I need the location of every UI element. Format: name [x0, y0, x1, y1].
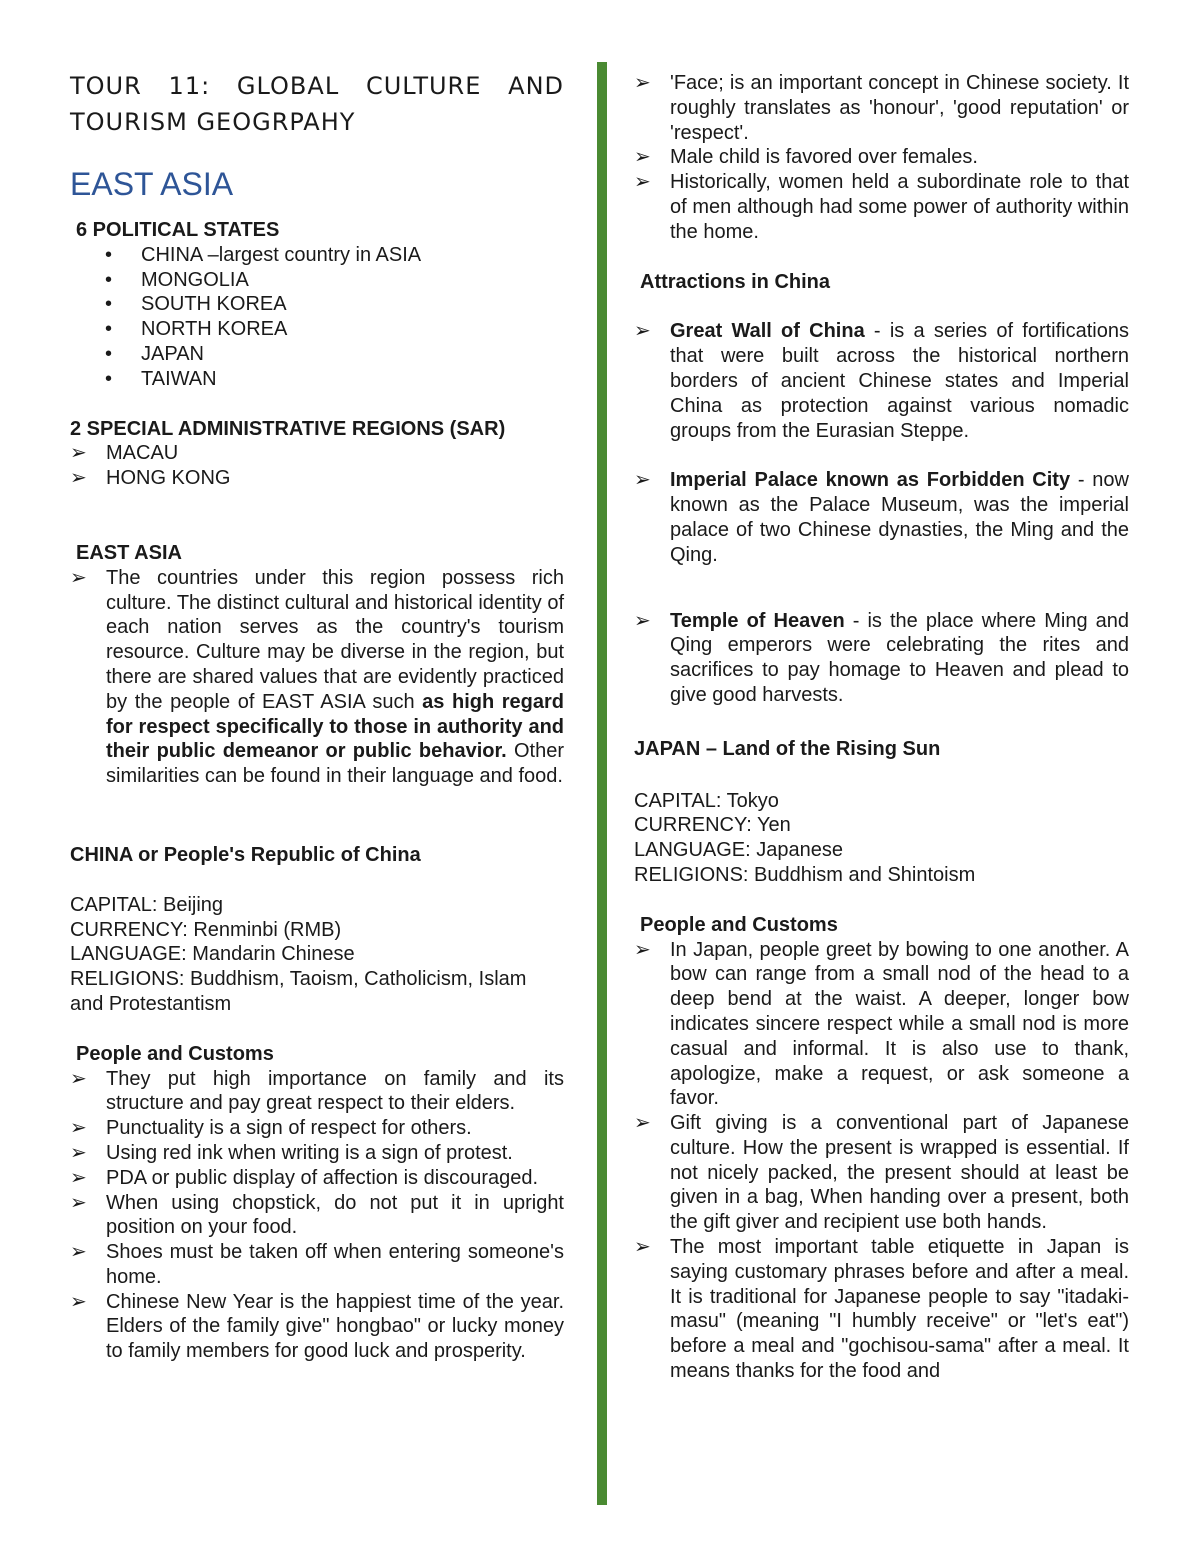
fact-religions: RELIGIONS: Buddhism and Shintoism [634, 863, 976, 886]
list-item: ➢ MACAU [70, 442, 179, 465]
title-line-2: TOURISM GEOGRPAHY [70, 108, 356, 136]
right-column [634, 0, 1129, 1384]
list-item: ➢ Shoes must be taken off when entering someone's home. [70, 1241, 564, 1288]
east-asia-heading: EAST ASIA [76, 541, 182, 564]
arrow-bullet-icon: ➢ [634, 1236, 651, 1259]
arrow-bullet-icon: ➢ [634, 146, 651, 169]
china-facts [70, 893, 564, 1017]
list-item: ➢ 'Face; is an important concept in Chinese society. It roughly translates as 'honour', 'good reputation' or 'respect'. [634, 72, 1129, 144]
bullet-icon: • [105, 268, 113, 291]
arrow-bullet-icon: ➢ [634, 72, 651, 94]
arrow-bullet-icon: ➢ [634, 171, 651, 194]
list-item: • CHINA –largest country in ASIA [105, 243, 422, 266]
arrow-bullet-icon: ➢ [70, 467, 87, 490]
arrow-bullet-icon: ➢ [70, 1141, 87, 1164]
list-item: • TAIWAN [105, 367, 217, 390]
bullet-icon: • [105, 367, 113, 390]
sar-list [70, 441, 564, 491]
fact-currency: CURRENCY: Renminbi (RMB) [70, 918, 342, 941]
list-item: ➢ PDA or public display of affection is discouraged. [70, 1166, 539, 1189]
sar-heading: 2 SPECIAL ADMINISTRATIVE REGIONS (SAR) [70, 417, 506, 440]
fact-language: LANGUAGE: Mandarin Chinese [70, 943, 355, 966]
arrow-bullet-icon: ➢ [70, 442, 87, 465]
left-column [70, 0, 564, 1364]
list-item: ➢ When using chopstick, do not put it in upright position on your food. [70, 1191, 564, 1239]
list-item: ➢ Male child is favored over females. [634, 146, 978, 169]
list-item: ➢ HONG KONG [70, 467, 231, 490]
attraction-forbidden-city: ➢ Imperial Palace known as Forbidden City - now known as the Palace Museum, was the imperial palace of two Chinese dynasties, the Ming and the Qing. [634, 469, 1129, 566]
arrow-bullet-icon: ➢ [634, 938, 651, 961]
bullet-icon: • [105, 243, 113, 266]
title-line-1: TOUR 11: GLOBAL CULTURE AND [70, 72, 564, 100]
arrow-bullet-icon: ➢ [634, 609, 651, 632]
attraction-great-wall: ➢ Great Wall of China - is a series of fortifications that were built across the historical northern borders of ancient Chinese states and Imperial China as protection against various nomadic groups from the Eurasian Steppe. [634, 320, 1129, 442]
attractions-heading: Attractions in China [640, 270, 831, 293]
list-item: ➢ The most important table etiquette in Japan is saying customary phrases before and after a meal. It is traditional for Japanese people to say "itadaki-masu" (meaning "I humbly receive" or "let's eat") before a meal and "gochisou-sama" after a meal. It means thanks for the food and [634, 1236, 1129, 1383]
list-item: • NORTH KOREA [105, 318, 288, 341]
japan-heading: JAPAN – Land of the Rising Sun [634, 737, 941, 760]
attraction-temple-of-heaven: ➢ Temple of Heaven - is the place where Ming and Qing emperors were celebrating the rites and sacrifices to pay homage to Heaven and plead to give good harvests. [634, 609, 1129, 706]
fact-language: LANGUAGE: Japanese [634, 839, 843, 862]
arrow-bullet-icon: ➢ [634, 320, 651, 343]
japan-facts [634, 789, 1129, 888]
arrow-bullet-icon: ➢ [634, 469, 651, 492]
list-item: ➢ Punctuality is a sign of respect for others. [70, 1117, 472, 1140]
bullet-icon: • [105, 318, 113, 341]
arrow-bullet-icon: ➢ [70, 1067, 87, 1090]
arrow-bullet-icon: ➢ [70, 1117, 87, 1140]
list-item: ➢ The countries under this region possess rich culture. The distinct cultural and historical identity of each nation serves as the country's tourism resource. Culture may be diverse in the region, but there are shared values that are evidently practiced by the people of EAST ASIA such as high regard for respect specifically to those in authority and their public demeanor or public behavior. Other similarities can be found in their language and food. [70, 566, 564, 788]
column-divider [597, 62, 607, 1505]
arrow-bullet-icon: ➢ [70, 1191, 87, 1214]
arrow-bullet-icon: ➢ [634, 1112, 651, 1135]
china-customs-continued [634, 71, 1129, 245]
list-item: ➢ Historically, women held a subordinate role to that of men although had some power of authority within the home. [634, 171, 1129, 243]
list-item: ➢ In Japan, people greet by bowing to one another. A bow can range from a small nod of the head to a deep bend at the waist. A deeper, longer bow indicates sincere respect while a small nod is more casual and informal. It is also use to thank, apologize, make a request, or ask someone a favor. [634, 938, 1129, 1110]
states-list [70, 243, 564, 392]
region-heading: EAST ASIA [70, 166, 234, 202]
list-item: • SOUTH KOREA [105, 293, 287, 316]
fact-capital: CAPITAL: Tokyo [634, 789, 779, 812]
fact-religions: RELIGIONS: Buddhism, Taoism, Catholicism, Islam and Protestantism [70, 968, 527, 1015]
list-item: ➢ Gift giving is a conventional part of Japanese culture. How the present is wrapped is essential. If not nicely packed, the present should at least be given in a bag, When handing over a present, both the gift giver and recipient use both hands. [634, 1112, 1129, 1234]
attractions-list [634, 319, 1129, 707]
east-asia-list [70, 566, 564, 789]
fact-currency: CURRENCY: Yen [634, 814, 791, 837]
japan-customs-list [634, 938, 1129, 1384]
list-item: ➢ They put high importance on family and its structure and pay great respect to their elders. [70, 1067, 564, 1115]
china-customs-heading: People and Customs [76, 1042, 274, 1065]
japan-customs-heading: People and Customs [640, 913, 838, 936]
bullet-icon: • [105, 342, 113, 365]
list-item: • JAPAN [105, 342, 204, 365]
bullet-icon: • [105, 293, 113, 316]
states-heading: 6 POLITICAL STATES [76, 219, 280, 241]
document-title [70, 68, 564, 140]
fact-capital: CAPITAL: Beijing [70, 893, 224, 916]
arrow-bullet-icon: ➢ [70, 1290, 87, 1313]
list-item: ➢ Using red ink when writing is a sign of protest. [70, 1141, 513, 1164]
arrow-bullet-icon: ➢ [70, 1166, 87, 1189]
china-customs-list [70, 1067, 564, 1365]
list-item: ➢ Chinese New Year is the happiest time of the year. Elders of the family give" hongbao" or lucky money to family members for good luck and prosperity. [70, 1290, 564, 1363]
china-heading: CHINA or People's Republic of China [70, 843, 421, 866]
list-item: • MONGOLIA [105, 268, 249, 291]
arrow-bullet-icon: ➢ [70, 566, 87, 589]
arrow-bullet-icon: ➢ [70, 1241, 87, 1264]
